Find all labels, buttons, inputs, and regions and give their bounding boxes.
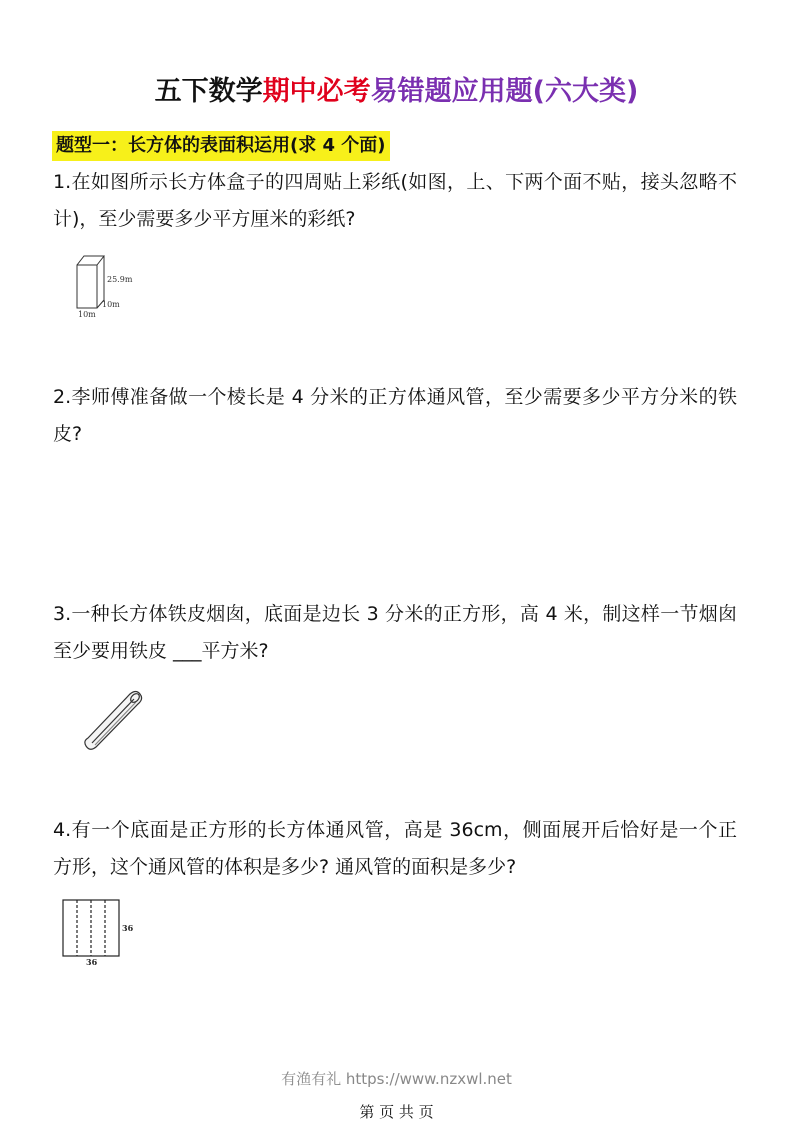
title-part-2: 期中必考 — [262, 76, 371, 107]
question-4: 4.有一个底面是正方形的长方体通风管，高是 36cm，侧面展开后恰好是一个正方形，这个通风管的体积是多少? 通风管的面积是多少? — [53, 819, 737, 878]
question-3: 3.一种长方体铁皮烟囱，底面是边长 3 分米的正方形，高 4 米，制这样一节烟囱至少要用铁皮 ___平方米? — [53, 603, 737, 662]
title-part-1: 五下数学 — [154, 76, 263, 107]
question-2: 2.李师傅准备做一个棱长是 4 分米的正方体通风管，至少需要多少平方分米的铁皮? — [53, 386, 737, 445]
section-heading: 题型一：长方体的表面积运用(求 4 个面) — [52, 131, 390, 161]
title-part-3: 易错题应用题(六大类) — [370, 76, 639, 107]
box-width-label: 10m — [78, 310, 96, 319]
unfolded-square-figure — [58, 894, 142, 970]
source-footer: 有渔有礼 https://www.nzxwl.net — [281, 1070, 512, 1088]
box-figure — [70, 248, 150, 323]
question-1: 1.在如图所示长方体盒子的四周贴上彩纸(如图，上、下两个面不贴，接头忽略不计)，至少需要多少平方厘米的彩纸? — [53, 171, 737, 230]
square-side-label: 36 — [122, 923, 134, 933]
box-height-label: 25.9m — [107, 275, 133, 284]
page-number: 第 页 共 页 — [359, 1103, 434, 1121]
page-title — [0, 72, 793, 112]
box-depth-label: 10m — [102, 300, 120, 309]
square-bottom-label: 36 — [86, 957, 98, 967]
chimney-figure — [80, 682, 152, 752]
